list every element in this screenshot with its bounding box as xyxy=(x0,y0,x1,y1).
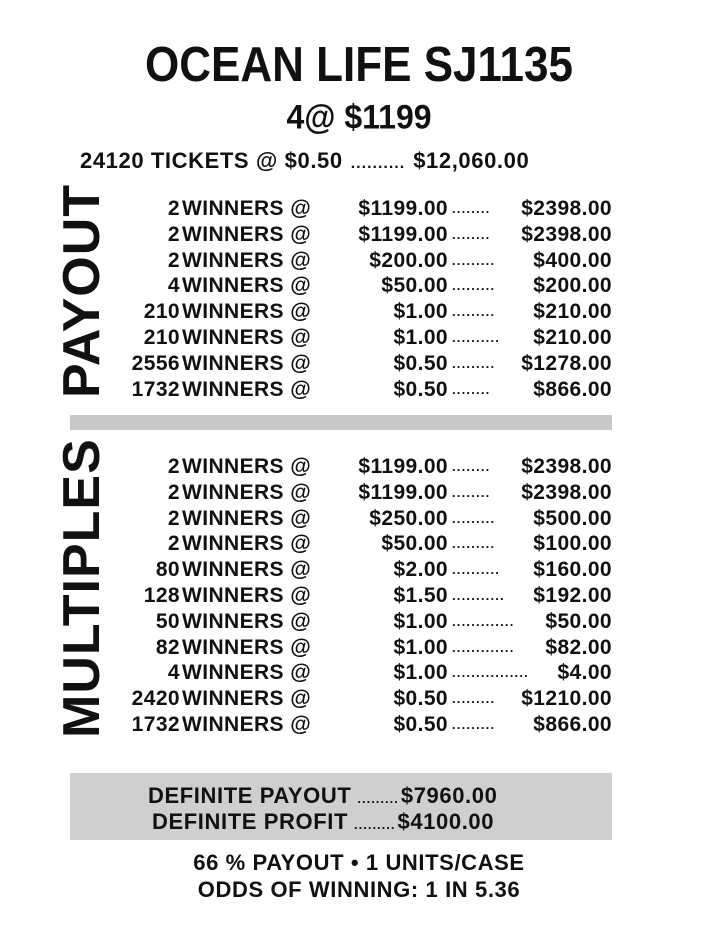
prize-amount: $1199.00 xyxy=(358,480,448,504)
payout-table xyxy=(100,196,615,402)
prize-amount: $1.00 xyxy=(393,325,448,349)
winners-label: WINNERS @ xyxy=(182,351,312,375)
multiples-row xyxy=(100,712,615,738)
winners-label: WINNERS @ xyxy=(182,687,312,711)
leader-dots: ......... xyxy=(452,716,496,732)
winner-count: 210 xyxy=(143,325,180,349)
winners-label: WINNERS @ xyxy=(182,506,312,530)
winners-label: WINNERS @ xyxy=(182,377,312,401)
payout-row xyxy=(100,325,615,351)
multiples-row xyxy=(100,480,615,506)
prize-amount: $1.00 xyxy=(393,661,448,685)
prize-amount: $0.50 xyxy=(393,377,448,401)
leader-dots: .......... xyxy=(452,562,501,578)
payout-units-line: 66 % PAYOUT • 1 UNITS/CASE xyxy=(193,850,525,875)
multiples-row xyxy=(100,660,615,686)
leader-dots: ......... xyxy=(452,691,496,707)
ticket-total: $12,060.00 xyxy=(413,148,530,173)
row-total: $866.00 xyxy=(533,712,612,736)
winners-label: WINNERS @ xyxy=(182,325,312,349)
prize-amount: $250.00 xyxy=(369,506,448,530)
winner-count: 2 xyxy=(167,532,180,556)
ticket-count-line xyxy=(80,147,620,178)
winner-count: 4 xyxy=(167,661,180,685)
row-total: $192.00 xyxy=(533,583,612,607)
row-total: $160.00 xyxy=(533,558,612,582)
winners-label: WINNERS @ xyxy=(182,635,312,659)
prize-amount: $0.50 xyxy=(393,351,448,375)
section-divider-band xyxy=(70,415,612,430)
leader-dots: ......... xyxy=(354,817,396,832)
ticket-leader-dots: .......... xyxy=(350,155,406,172)
top-prize-subtitle: 4@ $1199 xyxy=(286,97,432,136)
row-total: $2398.00 xyxy=(521,480,612,504)
row-total: $100.00 xyxy=(533,532,612,556)
winners-label: WINNERS @ xyxy=(182,455,312,478)
row-total: $2398.00 xyxy=(521,222,612,246)
winner-count: 82 xyxy=(155,635,180,659)
row-total: $4.00 xyxy=(557,661,612,685)
winner-count: 210 xyxy=(143,300,180,324)
winners-label: WINNERS @ xyxy=(182,300,312,324)
prize-amount: $1.00 xyxy=(393,635,448,659)
definite-profit-value: $4100.00 xyxy=(397,809,495,834)
payout-row xyxy=(100,377,615,403)
winner-count: 2 xyxy=(167,248,180,272)
payout-side-label: PAYOUT xyxy=(53,183,111,398)
winner-count: 2 xyxy=(167,506,180,530)
row-total: $400.00 xyxy=(533,248,612,272)
winners-label: WINNERS @ xyxy=(182,532,312,556)
multiples-row xyxy=(100,454,615,480)
row-total: $2398.00 xyxy=(521,197,612,220)
row-total: $1210.00 xyxy=(521,687,612,711)
prize-amount: $1199.00 xyxy=(358,455,448,478)
row-total: $210.00 xyxy=(533,300,612,324)
row-total: $200.00 xyxy=(533,274,612,298)
winner-count: 2 xyxy=(167,455,180,478)
winner-count: 1732 xyxy=(131,712,180,736)
row-total: $50.00 xyxy=(545,609,612,633)
leader-dots: ......... xyxy=(452,510,496,526)
payout-row xyxy=(100,351,615,377)
payout-row xyxy=(100,222,615,248)
prize-amount: $2.00 xyxy=(393,558,448,582)
row-total: $2398.00 xyxy=(521,455,612,478)
row-total: $82.00 xyxy=(545,635,612,659)
leader-dots: ........... xyxy=(452,587,505,603)
multiples-side-label: MULTIPLES xyxy=(53,438,111,738)
leader-dots: .......... xyxy=(452,329,501,345)
winner-count: 2 xyxy=(167,197,180,220)
leader-dots: ............. xyxy=(452,613,515,629)
leader-dots: ................ xyxy=(452,665,529,681)
prize-amount: $0.50 xyxy=(393,687,448,711)
leader-dots: ............. xyxy=(452,639,515,655)
row-total: $1278.00 xyxy=(521,351,612,375)
prize-amount: $1.50 xyxy=(393,583,448,607)
winners-label: WINNERS @ xyxy=(182,222,312,246)
multiples-table xyxy=(100,454,615,738)
winners-label: WINNERS @ xyxy=(182,609,312,633)
prize-amount: $0.50 xyxy=(393,712,448,736)
winner-count: 128 xyxy=(143,583,180,607)
payout-row xyxy=(100,273,615,299)
payout-row xyxy=(100,196,615,222)
winners-label: WINNERS @ xyxy=(182,274,312,298)
prize-amount: $1199.00 xyxy=(358,222,448,246)
leader-dots: ........ xyxy=(452,226,491,242)
definite-profit-label: DEFINITE PROFIT xyxy=(152,809,348,834)
winner-count: 1732 xyxy=(131,377,180,401)
row-total: $210.00 xyxy=(533,325,612,349)
prize-amount: $50.00 xyxy=(381,532,448,556)
winner-count: 50 xyxy=(155,609,180,633)
prize-amount: $1.00 xyxy=(393,300,448,324)
multiples-row xyxy=(100,686,615,712)
winner-count: 4 xyxy=(167,274,180,298)
definite-payout-value: $7960.00 xyxy=(400,783,498,808)
winners-label: WINNERS @ xyxy=(182,712,312,736)
prize-amount: $1.00 xyxy=(393,609,448,633)
definite-payout-label: DEFINITE PAYOUT xyxy=(148,783,352,808)
leader-dots: ........ xyxy=(452,459,491,474)
ticket-count-text: 24120 TICKETS @ $0.50 xyxy=(80,148,343,173)
winners-label: WINNERS @ xyxy=(182,558,312,582)
leader-dots: ......... xyxy=(452,536,496,552)
leader-dots: ........ xyxy=(452,201,491,216)
winners-label: WINNERS @ xyxy=(182,661,312,685)
odds-line: ODDS OF WINNING: 1 IN 5.36 xyxy=(197,877,521,902)
leader-dots: ......... xyxy=(452,304,496,320)
leader-dots: ......... xyxy=(452,355,496,371)
winner-count: 2 xyxy=(167,222,180,246)
row-total: $866.00 xyxy=(533,377,612,401)
leader-dots: ......... xyxy=(357,791,399,806)
row-total: $500.00 xyxy=(533,506,612,530)
multiples-row xyxy=(100,635,615,661)
leader-dots: ......... xyxy=(452,252,496,268)
winners-label: WINNERS @ xyxy=(182,480,312,504)
summary-box xyxy=(70,773,612,840)
payout-row xyxy=(100,248,615,274)
multiples-row xyxy=(100,609,615,635)
winner-count: 2 xyxy=(167,480,180,504)
multiples-row xyxy=(100,557,615,583)
winners-label: WINNERS @ xyxy=(182,583,312,607)
multiples-row xyxy=(100,506,615,532)
winner-count: 80 xyxy=(155,558,180,582)
leader-dots: ......... xyxy=(452,278,496,294)
definite-payout-line xyxy=(148,783,608,812)
leader-dots: ........ xyxy=(452,484,491,500)
winner-count: 2556 xyxy=(131,351,180,375)
definite-profit-line xyxy=(152,809,612,838)
game-title: OCEAN LIFE SJ1135 xyxy=(145,37,573,92)
winners-label: WINNERS @ xyxy=(182,197,312,220)
prize-amount: $50.00 xyxy=(381,274,448,298)
prize-amount: $200.00 xyxy=(369,248,448,272)
payout-row xyxy=(100,299,615,325)
winner-count: 2420 xyxy=(131,687,180,711)
multiples-row xyxy=(100,531,615,557)
winners-label: WINNERS @ xyxy=(182,248,312,272)
prize-amount: $1199.00 xyxy=(358,197,448,220)
leader-dots: ........ xyxy=(452,381,491,397)
multiples-row xyxy=(100,583,615,609)
